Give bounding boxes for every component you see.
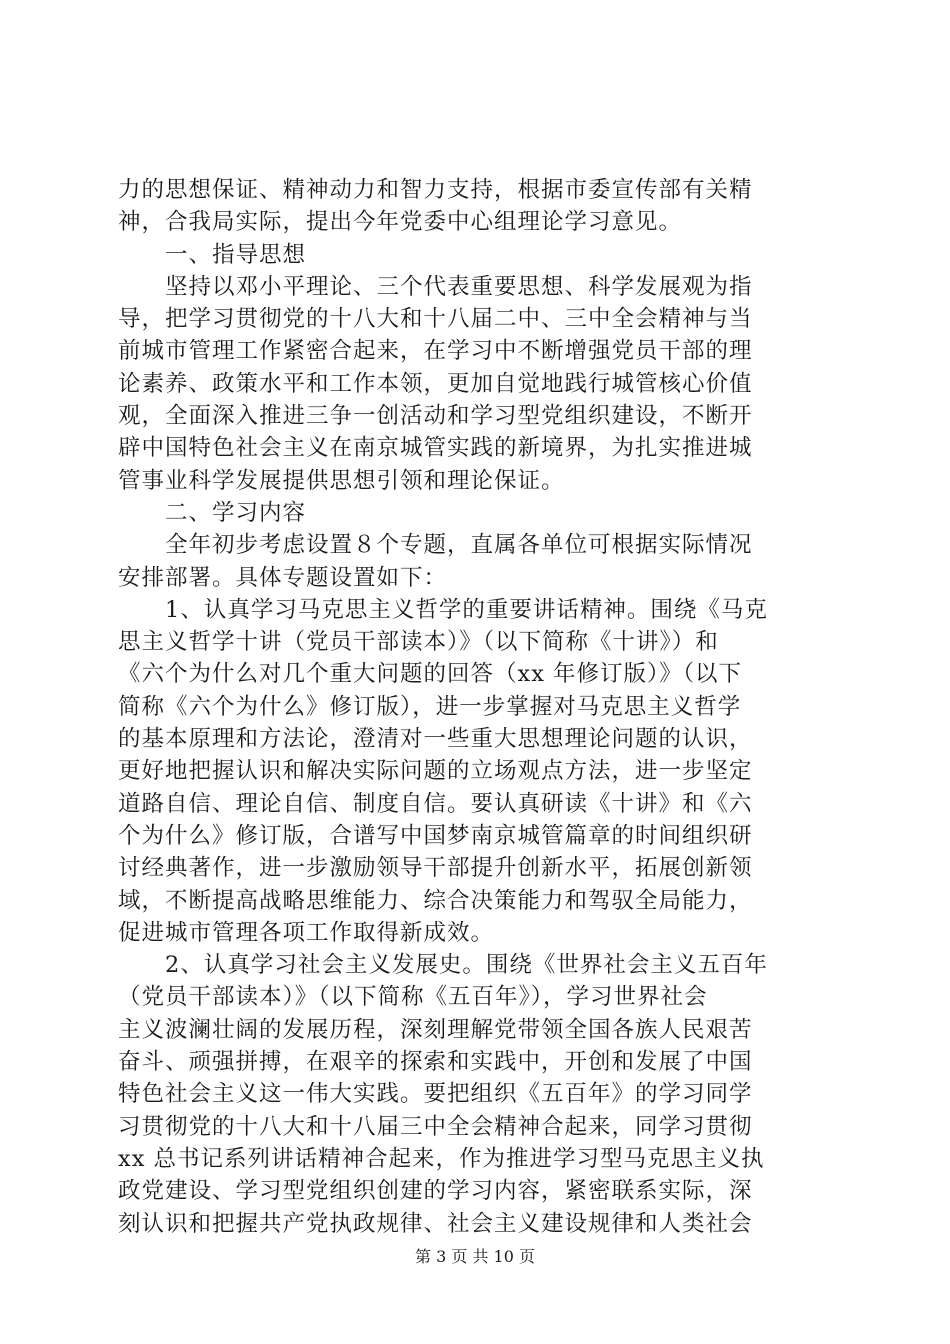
text-line: 简称《六个为什么》修订版），进一步掌握对马克思主义哲学 <box>118 693 742 720</box>
text-line: 主义波澜壮阔的发展历程，深刻理解党带领全国各族人民艰苦 <box>118 1016 753 1043</box>
page-footer: 第 3 页 共 10 页 <box>415 1247 535 1266</box>
document-body <box>118 174 838 1240</box>
text-line: 坚持以邓小平理论、三个代表重要思想、科学发展观为指 <box>118 273 753 300</box>
text-line: （党员干部读本）》（以下简称《五百年》），学习世界社会 <box>118 984 708 1011</box>
text-line: 力的思想保证、精神动力和智力支持，根据市委宣传部有关精 <box>118 177 753 203</box>
text-line: xx 总书记系列讲话精神合起来，作为推进学习型马克思主义执 <box>118 1145 765 1172</box>
text-line: 政党建设、学习型党组织创建的学习内容，紧密联系实际，深 <box>118 1178 753 1205</box>
text-line: 2、认真学习社会主义发展史。围绕《世界社会主义五百年 <box>118 952 768 979</box>
text-line: 一、指导思想 <box>118 241 307 268</box>
text-line: 神，合我局实际，提出今年党委中心组理论学习意见。 <box>118 209 683 236</box>
text-line: 安排部署。具体专题设置如下： <box>118 564 448 591</box>
text-line: 二、学习内容 <box>118 499 307 526</box>
text-line: 观，全面深入推进三争一创活动和学习型党组织建设，不断开 <box>118 403 753 430</box>
text-line: 奋斗、顽强拼搏，在艰辛的探索和实践中，开创和发展了中国 <box>118 1049 753 1076</box>
text-line: 习贯彻党的十八大和十八届三中全会精神合起来，同学习贯彻 <box>118 1113 753 1140</box>
text-line: 论素养、政策水平和工作本领，更加自觉地践行城管核心价值 <box>118 370 753 397</box>
text-line: 《六个为什么对几个重大问题的回答（xx 年修订版）》（以下 <box>118 661 743 688</box>
text-line: 促进城市管理各项工作取得新成效。 <box>118 919 495 946</box>
text-line: 刻认识和把握共产党执政规律、社会主义建设规律和人类社会 <box>118 1210 753 1237</box>
text-line: 全年初步考虑设置８个专题，直属各单位可根据实际情况 <box>118 532 753 559</box>
text-line: 域，不断提高战略思维能力、综合决策能力和驾驭全局能力， <box>118 887 753 914</box>
text-line: 管事业科学发展提供思想引领和理论保证。 <box>118 467 565 494</box>
text-line: 特色社会主义这一伟大实践。要把组织《五百年》的学习同学 <box>118 1081 753 1108</box>
text-line: 前城市管理工作紧密合起来，在学习中不断增强党员干部的理 <box>118 338 753 365</box>
text-line: 更好地把握认识和解决实际问题的立场观点方法，进一步坚定 <box>118 758 753 785</box>
text-line: 辟中国特色社会主义在南京城管实践的新境界，为扎实推进城 <box>118 435 753 462</box>
text-line: 1、认真学习马克思主义哲学的重要讲话精神。围绕《马克 <box>118 596 768 623</box>
text-line: 讨经典著作，进一步激励领导干部提升创新水平，拓展创新领 <box>118 855 753 882</box>
text-line: 的基本原理和方法论，澄清对一些重大思想理论问题的认识， <box>118 726 753 753</box>
text-line: 个为什么》修订版，合谱写中国梦南京城管篇章的时间组织研 <box>118 822 753 849</box>
text-line: 思主义哲学十讲（党员干部读本）》（以下简称《十讲》）和 <box>118 629 719 656</box>
text-line: 导，把学习贯彻党的十八大和十八届二中、三中全会精神与当 <box>118 306 753 333</box>
text-line: 道路自信、理论自信、制度自信。要认真研读《十讲》和《六 <box>118 790 753 817</box>
